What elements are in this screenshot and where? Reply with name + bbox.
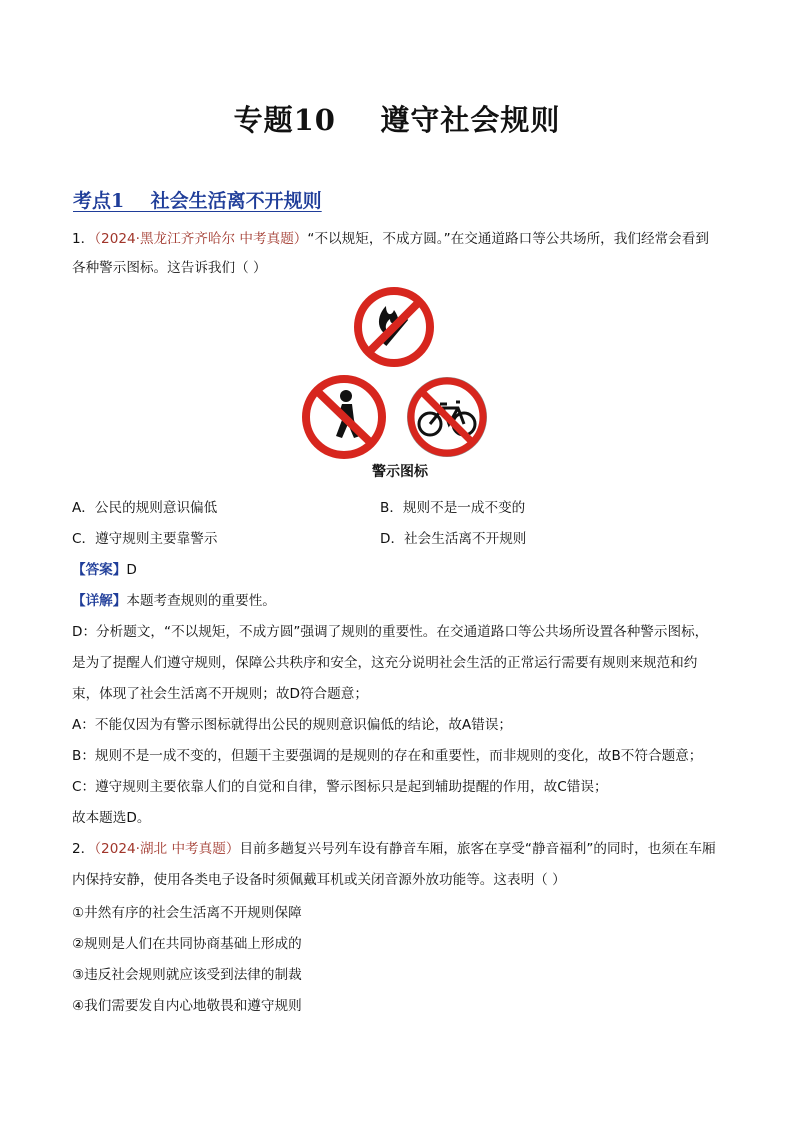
warning-signs-figure — [298, 286, 498, 482]
q2-item-3: ③违反社会规则就应该受到法律的制裁 — [72, 967, 302, 983]
explain-a-line: A：不能仅因为有警示图标就得出公民的规则意识偏低的结论，故A错误； — [72, 717, 513, 733]
explain-d-line-3: 束，体现了社会生活离不开规则；故D符合题意； — [72, 686, 368, 702]
detail-tag: 【详解】 — [72, 593, 127, 609]
q2-item-1: ①井然有序的社会生活离不开规则保障 — [72, 905, 302, 921]
conclusion-line: 故本题选D。 — [72, 810, 151, 826]
page-title: 专题10 遵守社会规则 — [233, 103, 561, 137]
q1-option-a: A．公民的规则意识偏低 — [72, 500, 218, 516]
no-fire-sign-icon — [358, 291, 430, 363]
q1-source: （2024·黑龙江齐齐哈尔 中考真题） — [94, 231, 308, 247]
q2-stem-line-2: 内保持安静，使用各类电子设备时须佩戴耳机或关闭音源外放功能等。这表明（ ） — [72, 872, 566, 888]
detail-intro: 本题考查规则的重要性。 — [126, 593, 276, 609]
q1-option-c: C．遵守规则主要靠警示 — [72, 531, 218, 547]
answer-value: D — [126, 562, 137, 578]
answer-tag: 【答案】 — [72, 562, 127, 578]
q2-item-4: ④我们需要发自内心地敬畏和遵守规则 — [72, 998, 302, 1014]
q2-stem-a: 目前多趟复兴号列车设有静音车厢，旅客在享受“静音福利”的同时，也须在车厢 — [239, 841, 716, 857]
q1-option-d: D．社会生活离不开规则 — [380, 531, 527, 547]
no-pedestrian-sign-icon — [306, 379, 382, 455]
q1-stem-line-2: 各种警示图标。这告诉我们（ ） — [72, 260, 267, 276]
figure-caption: 警示图标 — [372, 464, 428, 480]
explain-d-line-2: 是为了提醒人们遵守规则，保障公共秩序和安全，这充分说明社会生活的正常运行需要有规则来规范和约 — [72, 655, 698, 671]
q1-detail-line — [72, 591, 276, 611]
q2-item-2: ②规则是人们在共同协商基础上形成的 — [72, 936, 302, 952]
q2-stem-line-1 — [72, 839, 716, 859]
explain-c-line: C：遵守规则主要依靠人们的自觉和自律，警示图标只是起到辅助提醒的作用，故C错误； — [72, 779, 608, 795]
no-bicycle-sign-icon — [407, 377, 487, 457]
q2-number: 2． — [72, 841, 95, 857]
q1-answer-line — [72, 560, 137, 580]
q1-number: 1． — [72, 231, 95, 247]
q2-source: （2024·湖北 中考真题） — [94, 841, 240, 857]
q1-stem-line-1 — [72, 229, 709, 249]
q1-option-b: B．规则不是一成不变的 — [380, 500, 526, 516]
explain-d-line-1: D：分析题文，“不以规矩，不成方圆”强调了规则的重要性。在交通道路口等公共场所设置各种警示图标， — [72, 624, 709, 640]
q1-stem-a: “不以规矩，不成方圆。”在交通道路口等公共场所，我们经常会看到 — [307, 231, 709, 247]
explain-b-line: B：规则不是一成不变的，但题干主要强调的是规则的存在和重要性，而非规则的变化，故B不符合题意； — [72, 748, 703, 764]
section-heading: 考点1 社会生活离不开规则 — [73, 190, 322, 212]
